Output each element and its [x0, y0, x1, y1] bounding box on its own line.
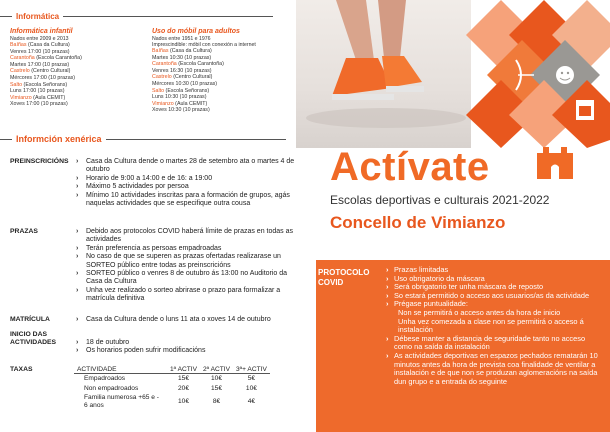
place-time: Venres 16:30 (10 prazas) — [152, 67, 212, 74]
concello-name: Concello de Vimianzo — [330, 213, 506, 232]
xenerica-title: Informción xenérica — [16, 134, 102, 144]
place-venue: (Casa da Cultura) — [26, 42, 70, 48]
prazas-list — [74, 228, 295, 304]
place-venue: (Escola Señorans) — [22, 81, 68, 88]
place-name: Castrelo — [10, 68, 30, 75]
adultos-list — [152, 48, 292, 114]
place-venue: (Escola Carantoña) — [176, 61, 224, 68]
place-time: Mércores 17:00 (10 prazas) — [10, 74, 76, 81]
list-item: › So estará permitido o acceso aos usuarios/as da actividade — [386, 292, 601, 301]
covid-label: PROTOCOLO COVID — [318, 268, 370, 287]
list-item: › Os horarios poden sufrir modificacións — [74, 347, 295, 355]
list-item: › Horario de 9:00 a 14:00 e de 16: a 19:00 — [74, 175, 295, 183]
table-cell: 20€ — [177, 384, 189, 392]
list-item: › SORTEO público o venres 8 de outubro ás 13:00 no Auditorio da Casa da Cultura — [74, 270, 295, 287]
table-cell: 4€ — [247, 397, 256, 405]
xenerica-header — [0, 134, 286, 144]
list-item — [152, 48, 292, 61]
list-item — [152, 101, 292, 114]
cover-photo-area — [296, 0, 610, 148]
table-cell: Empadroados — [84, 375, 126, 383]
place-name: Vimianzo — [152, 100, 174, 107]
place-name: Salto — [10, 81, 23, 88]
place-venue: (Escola Señorans) — [164, 87, 210, 94]
place-name: Carantoña — [10, 55, 35, 62]
divider — [0, 139, 12, 140]
castle-crest-icon — [576, 100, 594, 120]
list-item: › No caso de que se superen as prazas ofertadas realizarase un SORTEO público entre todas as preinscricións — [74, 253, 295, 270]
table-cell: 8€ — [212, 397, 221, 405]
table-cell: 10€ — [210, 375, 222, 383]
column-header: ACTIVIDADE — [74, 366, 167, 374]
activity-diamonds — [296, 0, 610, 148]
prazas-section — [10, 228, 295, 304]
table-cell: 15€ — [177, 375, 189, 383]
list-item: › Máximo 5 actividades por persoa — [74, 183, 295, 191]
place-name: Vimianzo — [10, 94, 32, 101]
place-name: Baíñas — [10, 42, 27, 48]
list-item: › Debido aos protocolos COVID haberá límite de prazas en todas as actividades — [74, 228, 295, 245]
list-item: › 18 de outubro — [74, 339, 295, 347]
inicio-list — [74, 331, 295, 356]
place-time: Luns 10:30 (10 prazas) — [152, 94, 207, 101]
list-item — [152, 61, 292, 74]
place-time: Xoves 10:30 (10 prazas) — [152, 107, 210, 114]
column-header: 2ª ACTIV — [200, 366, 233, 374]
list-item — [10, 82, 140, 95]
place-venue: (Casa da Cultura) — [168, 48, 212, 54]
list-item: Non se permitirá o acceso antes da hora de inicio — [398, 307, 561, 317]
infantil-list — [10, 42, 140, 108]
prazas-label: PRAZAS — [10, 228, 38, 235]
table-cell: 10€ — [245, 384, 257, 392]
list-item — [10, 42, 140, 55]
list-item: Unha vez comezada a clase non se permitirá o acceso á instalación — [398, 316, 584, 335]
place-name: Baíñas — [152, 48, 169, 54]
list-item: › Mínimo 10 actividades inscritas para a formación de grupos, agás naquelas actividades que se especifique outra cousa — [74, 192, 295, 209]
castle-icon — [535, 145, 575, 179]
divider — [63, 16, 273, 17]
divider — [0, 16, 12, 17]
list-item: › Será obrigatorio ter unha máscara de reposto — [386, 283, 601, 292]
inicio-label: INICIO DAS ACTIVIDADES — [10, 331, 57, 346]
place-time: Martes 17:00 (10 prazas) — [10, 61, 70, 68]
place-time: Xoves 17:00 (10 prazas) — [10, 101, 68, 108]
taxas-label: TAXAS — [10, 366, 33, 373]
adultos-title: Uso do móbil para adultos — [152, 28, 240, 35]
place-venue: (Aula CEMIT) — [31, 94, 66, 101]
covid-list — [386, 266, 601, 386]
taxas-table — [74, 366, 270, 410]
table-cell: 5€ — [247, 375, 256, 383]
place-name: Carantoña — [152, 61, 177, 68]
movil-adultos-block — [152, 27, 292, 114]
informatica-header — [0, 12, 273, 21]
list-item: › Prégase puntualidade: — [386, 300, 601, 309]
table-row — [74, 393, 270, 410]
adultos-note: Nados entre 1951 e 1976 — [152, 36, 211, 42]
place-time: Martes 10:30 (10 prazas) — [152, 54, 212, 61]
preinscricions-list — [74, 158, 295, 208]
list-item: › Casa da Cultura dende o luns 11 ata o xoves 14 de outubro — [74, 316, 295, 324]
list-item — [10, 95, 140, 108]
theater-masks-icon — [556, 66, 574, 84]
preinscricions-label: PREINSCRICIÓNS — [10, 158, 69, 165]
taxas-section — [10, 366, 295, 410]
infantil-title: Informática infantil — [10, 28, 73, 35]
list-item: › Casa da Cultura dende o martes 28 de setembro ata o martes 4 de outubro — [74, 158, 295, 175]
table-row — [74, 374, 270, 384]
column-header: 3ª+ ACTIV — [233, 366, 270, 374]
table-cell: 15€ — [210, 384, 222, 392]
list-item: › Unha vez realizado o sorteo abrirase o prazo para formalizar a matrícula definitiva — [74, 287, 295, 304]
list-item: › Débese manter a distancia de seguridade tanto no acceso como na saída da instalación — [386, 335, 601, 352]
table-cell: Non empadroados — [84, 384, 139, 392]
infantil-note: Nados entre 2009 e 2013 — [10, 36, 69, 42]
preinscricions-section — [10, 158, 295, 208]
place-venue: (Centro Cultural) — [171, 74, 213, 81]
list-item: › Terán preferencia as persoas empadroadas — [74, 245, 295, 253]
place-time: Venres 17:00 (10 prazas) — [10, 48, 70, 55]
place-time: Luns 17:00 (10 prazas) — [10, 88, 65, 95]
place-venue: (Centro Cultural) — [29, 68, 71, 75]
list-item — [152, 88, 292, 101]
list-item — [10, 68, 140, 81]
divider — [106, 139, 286, 140]
informatica-infantil-block — [10, 27, 140, 108]
list-item: › Uso obrigatorio da máscara — [386, 275, 601, 284]
place-name: Castrelo — [152, 74, 172, 81]
list-item: › Prazas limitadas — [386, 266, 601, 275]
table-header-row — [74, 366, 270, 374]
matricula-list — [74, 316, 295, 324]
matricula-section — [10, 316, 295, 324]
inicio-section — [10, 331, 295, 356]
table-row — [74, 384, 270, 393]
informatica-title: Informática — [16, 12, 60, 21]
table-cell: Familia numerosa +65 e - 6 anos — [84, 394, 159, 409]
cover-subtitle: Escolas deportivas e culturais 2021-2022 — [330, 193, 550, 207]
list-item: › As actividades deportivas en espazos pechados rematarán 10 minutos antes da hora de prevista coa finalidade de ventilar a instalación e de que non se produzan aglomeracións na saída dun grupo e a entrada do seguinte — [386, 352, 601, 386]
cover-title: Actívate — [330, 145, 490, 189]
adultos-note: Imprescindible: móbil con conexión a internet — [152, 42, 256, 48]
place-venue: (Aula CEMIT) — [173, 100, 208, 107]
matricula-label: MATRÍCULA — [10, 316, 50, 323]
column-header: 1ª ACTIV — [167, 366, 200, 374]
table-cell: 10€ — [177, 397, 189, 405]
place-venue: (Escola Carantoña) — [34, 55, 82, 62]
list-item — [152, 74, 292, 87]
place-name: Salto — [152, 87, 165, 94]
list-item — [10, 55, 140, 68]
place-time: Mércores 10:30 (10 prazas) — [152, 80, 218, 87]
